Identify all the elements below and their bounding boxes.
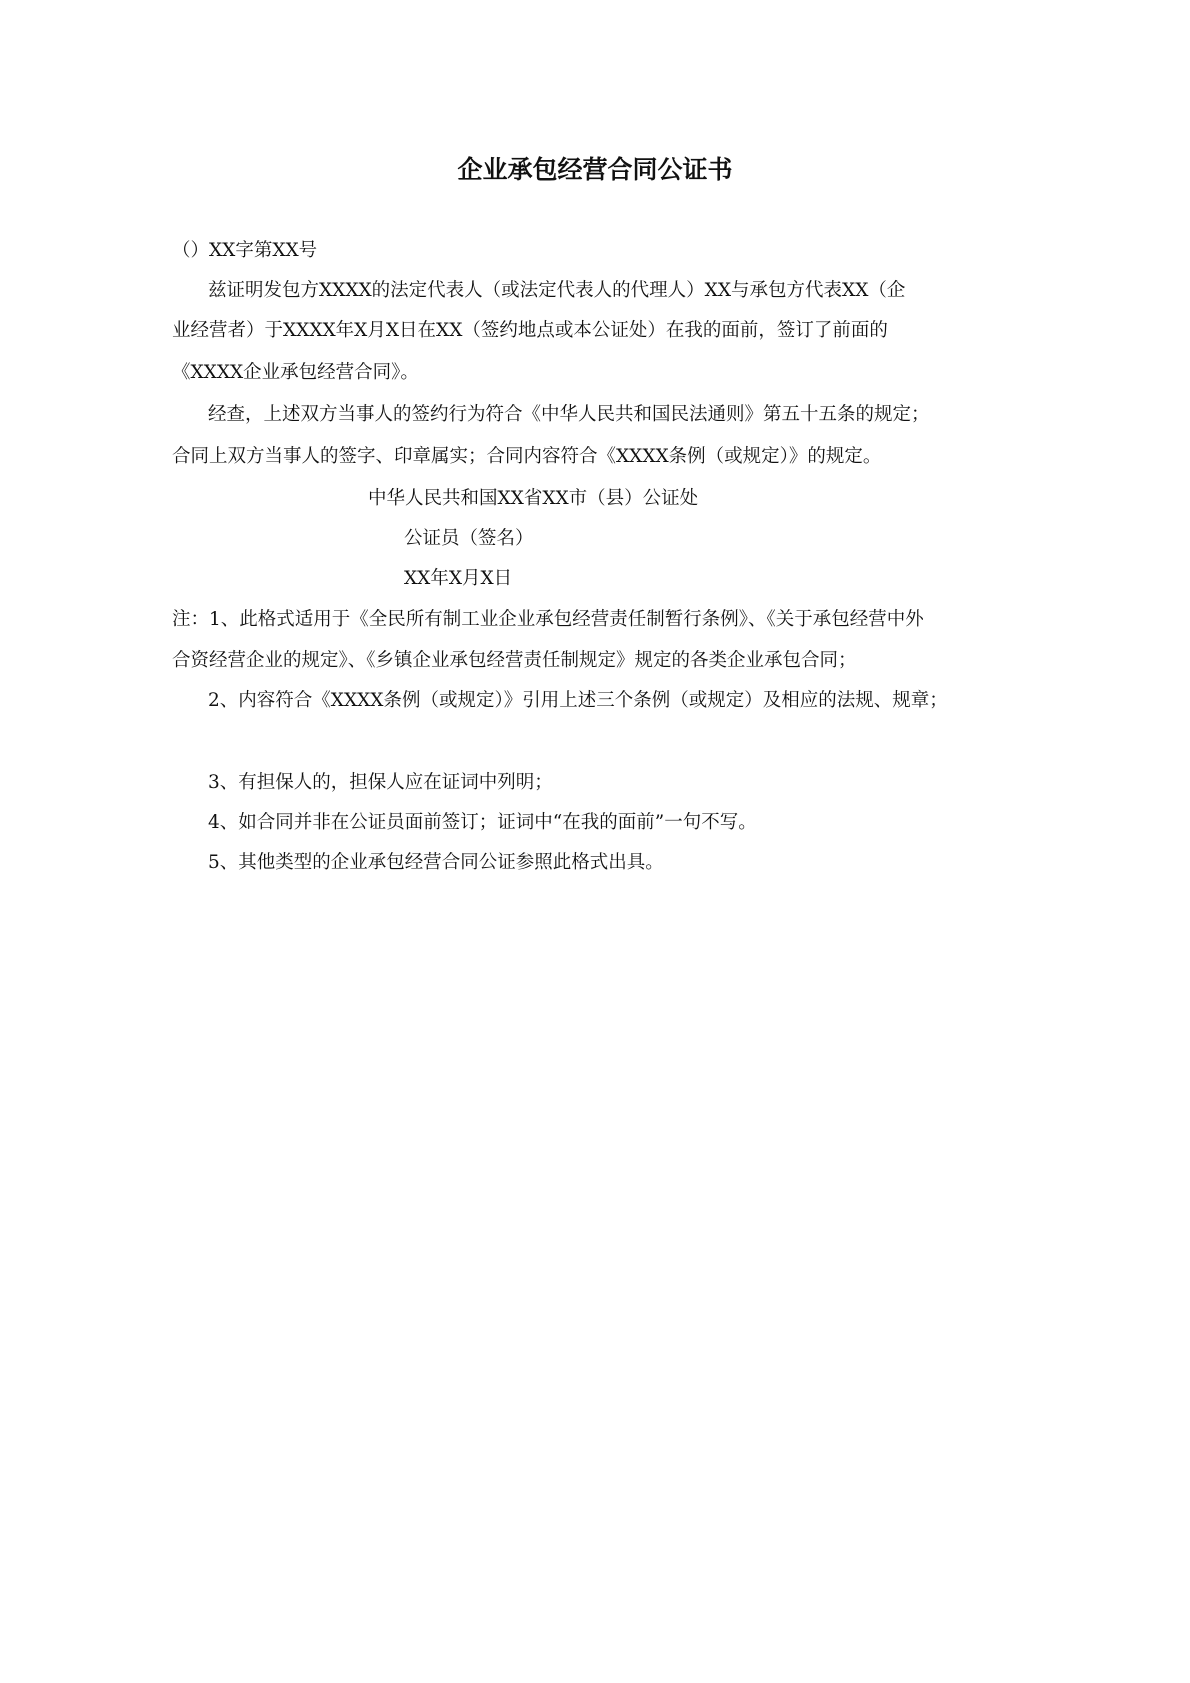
paragraph-1-line-3: 《XXXX企业承包经营合同》。: [172, 362, 419, 383]
note-1-line-1: 注：1、此格式适用于《全民所有制工业企业承包经营责任制暂行条例》、《关于承包经营中外: [172, 609, 924, 630]
note-5: 5、其他类型的企业承包经营合同公证参照此格式出具。: [208, 852, 664, 873]
note-1-line-2: 合资经营企业的规定》、《乡镇企业承包经营责任制规定》规定的各类企业承包合同；: [172, 650, 857, 671]
note-4: 4、如合同并非在公证员面前签订；证词中“在我的面前”一句不写。: [208, 812, 757, 833]
signature-date: XX年X月X日: [404, 568, 513, 589]
paragraph-2-line-2: 合同上双方当事人的签字、印章属实；合同内容符合《XXXX条例（或规定）》的规定。: [172, 446, 882, 467]
note-2: 2、内容符合《XXXX条例（或规定）》引用上述三个条例（或规定）及相应的法规、规章；: [208, 690, 948, 711]
paragraph-1-line-1: 兹证明发包方XXXX的法定代表人（或法定代表人的代理人）XX与承包方代表XX（企: [208, 280, 906, 301]
document-title: 企业承包经营合同公证书: [457, 155, 733, 184]
document-number: （）XX字第XX号: [172, 240, 318, 261]
paragraph-1-line-2: 业经营者）于XXXX年X月X日在XX（签约地点或本公证处）在我的面前，签订了前面的: [172, 320, 888, 341]
paragraph-2-line-1: 经查，上述双方当事人的签约行为符合《中华人民共和国民法通则》第五十五条的规定；: [208, 404, 930, 425]
notary-office: 中华人民共和国XX省XX市（县）公证处: [368, 488, 699, 509]
note-3: 3、有担保人的，担保人应在证词中列明；: [208, 772, 553, 793]
notary-signature-line: 公证员（签名）: [404, 528, 534, 549]
